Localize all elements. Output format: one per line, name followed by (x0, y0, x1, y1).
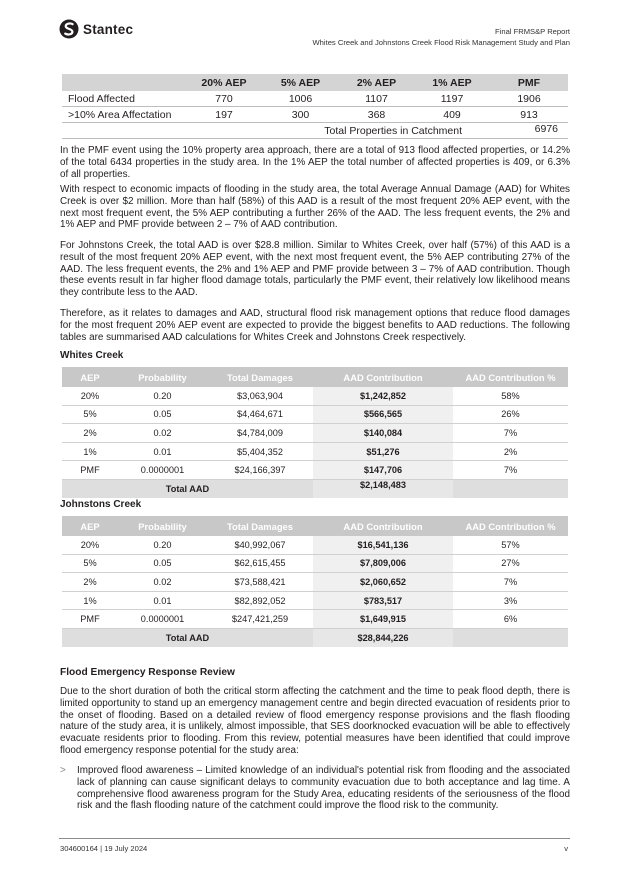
col-header-pmf: PMF (490, 74, 568, 91)
table-cell: 27% (453, 554, 568, 573)
stantec-logo (59, 19, 133, 39)
table-cell: $1,649,915 (313, 610, 453, 629)
table-header-row (62, 74, 568, 91)
footer-document-number: 304600164 | 19 July 2024 (60, 844, 148, 853)
table-cell: 913 (490, 107, 568, 123)
table-cell: 1197 (414, 91, 490, 107)
table-cell: 3% (453, 591, 568, 610)
table-row (62, 554, 568, 573)
report-title-line2: Whites Creek and Johnstons Creek Flood Risk Management Study and Plan (312, 37, 570, 47)
table-cell: 0.01 (118, 591, 207, 610)
table-cell: 0.0000001 (118, 610, 207, 629)
table-cell: 5% (62, 405, 118, 424)
table-cell: $3,063,904 (207, 387, 313, 405)
table-cell: PMF (62, 461, 118, 480)
paragraph-whites-aad: With respect to economic impacts of flooding in the study area, the total Average Annual Damage (AAD) for Whites Creek is over $2 million. More than half (58%) of this AAD is a result of the most frequent 20% AEP event, with the next most frequent event, the 5% AEP contributing a further 26% of the AAD. The less frequent events, the 2% and 1% AEP and PMF provide between 2 – 7% of AAD contribution. (60, 184, 570, 231)
row-label: Flood Affected (62, 91, 186, 107)
col-header-20aep: 20% AEP (186, 74, 262, 91)
paragraph-structural-options: Therefore, as it relates to damages and AAD, structural flood risk management options that reduce flood damages for the most frequent 20% AEP event are expected to provide the biggest benefits to AAD reductions. The following tables are summarised AAD calculations for Whites Creek and Johnstons Creek respectively. (60, 308, 570, 343)
table-cell: $24,166,397 (207, 461, 313, 480)
total-aad-label: Total AAD (62, 479, 313, 497)
footer-divider (59, 838, 570, 839)
table-cell: $783,517 (313, 591, 453, 610)
table-cell: 0.01 (118, 442, 207, 461)
total-aad-value: $28,844,226 (313, 628, 453, 646)
table-cell: $5,404,352 (207, 442, 313, 461)
table-cell: 409 (414, 107, 490, 123)
table-row (62, 591, 568, 610)
paragraph-johnstons-aad: For Johnstons Creek, the total AAD is over $28.8 million. Similar to Whites Creek, over half (57%) of this AAD is a result of the most frequent 20% AEP event, with the next most frequent event, the 5% AEP contributing 27% of the AAD. The less frequent events, the 2% and 1% AEP and PMF provide between 3 – 7% of AAD contribution. Though these events result in far higher flood damage totals, particularly the PMF event, their relatively low likelihood means they contribute less to the AAD. (60, 240, 570, 299)
col-header-1aep: 1% AEP (414, 74, 490, 91)
bullet-text: Improved flood awareness – Limited knowledge of an individual's potential risk from flooding and the associated lack of planning can cause significant delays to community evacuation due to both acceptance and lag time. A comprehensive flood awareness program for the Study Area, educating residents of the seriousness of the flood risk and the flash flooding nature of the catchment could improve the flood risk to the community. (77, 765, 570, 812)
col-header-total-damages: Total Damages (207, 367, 313, 387)
logo-text: Stantec (83, 21, 134, 37)
col-header-aad-contribution: AAD Contribution (313, 367, 453, 387)
table-cell: 1% (62, 591, 118, 610)
table-row (62, 461, 568, 480)
table-cell: 6% (453, 610, 568, 629)
section-heading-emergency: Flood Emergency Response Review (60, 667, 235, 678)
report-title (313, 27, 570, 48)
table-cell: $51,276 (313, 442, 453, 461)
table-cell: 1107 (339, 91, 414, 107)
table-row (62, 91, 568, 107)
total-aad-empty (453, 628, 568, 646)
bullet-chevron-icon: > (60, 765, 66, 776)
total-properties-row (62, 123, 568, 139)
table-cell: 5% (62, 554, 118, 573)
johnstons-creek-label: Johnstons Creek (60, 499, 142, 510)
whites-creek-label: Whites Creek (60, 350, 124, 361)
table-cell: 770 (186, 91, 262, 107)
table-cell: $73,588,421 (207, 573, 313, 592)
total-aad-row (62, 628, 568, 646)
table-cell: PMF (62, 610, 118, 629)
page-header (59, 18, 570, 58)
footer-page-number: v (564, 844, 568, 853)
table-cell: 0.02 (118, 573, 207, 592)
col-header-aep: AEP (62, 367, 118, 387)
col-header-aad-contribution-pct: AAD Contribution % (453, 516, 568, 536)
table-cell: $140,084 (313, 424, 453, 443)
table-cell: $247,421,259 (207, 610, 313, 629)
table-cell: 0.20 (118, 536, 207, 554)
table-cell: 20% (62, 536, 118, 554)
stantec-logo-icon (59, 19, 79, 39)
table-cell: 2% (62, 573, 118, 592)
col-header-total-damages: Total Damages (207, 516, 313, 536)
table-cell: 2% (62, 424, 118, 443)
paragraph-pmf-summary: In the PMF event using the 10% property area approach, there are a total of 913 flood affected properties, or 14.2% of the total 6434 properties in the study area. In the 1% AEP the total number of affected properties is 409, or 6.3% of all properties. (60, 145, 570, 180)
table-cell: 1% (62, 442, 118, 461)
table-cell: $4,784,009 (207, 424, 313, 443)
table-cell: 1006 (262, 91, 339, 107)
table-cell: 0.05 (118, 405, 207, 424)
table-cell: $40,992,067 (207, 536, 313, 554)
total-aad-label: Total AAD (62, 628, 313, 646)
table-cell: $1,242,852 (313, 387, 453, 405)
table-cell: 2% (453, 442, 568, 461)
table-cell: 20% (62, 387, 118, 405)
table-cell: 0.05 (118, 554, 207, 573)
whites-creek-aad-table (62, 367, 568, 498)
col-header-probability: Probability (118, 516, 207, 536)
table-cell: 7% (453, 461, 568, 480)
paragraph-emergency-review: Due to the short duration of both the critical storm affecting the catchment and the time to peak flood depth, there is limited opportunity to stand up an emergency management centre and begin directed evacuation of residents prior to the onset of flooding. Based on a detailed review of flood emergency response provisions and the flash flooding nature of the study area, it is unlikely, almost impossible, that SES doorknocked evacuation will be able to effectively evacuate residents prior to flooding. From this review, potential measures have been identified that could improve flood emergency response potential for the study area: (60, 686, 570, 756)
row-label: >10% Area Affectation (62, 107, 186, 123)
table-cell: $4,464,671 (207, 405, 313, 424)
total-aad-value: $2,148,483 (313, 479, 453, 497)
col-header-blank (62, 74, 186, 91)
table-cell: $566,565 (313, 405, 453, 424)
table-cell: $16,541,136 (313, 536, 453, 554)
total-aad-row (62, 479, 568, 497)
table-cell: 1906 (490, 91, 568, 107)
col-header-aad-contribution-pct: AAD Contribution % (453, 367, 568, 387)
report-title-line1: Final FRMS&P Report (495, 27, 570, 36)
bullet-item-flood-awareness (60, 765, 570, 812)
total-properties-label: Total Properties in Catchment (62, 123, 490, 139)
table-cell: 26% (453, 405, 568, 424)
col-header-probability: Probability (118, 367, 207, 387)
col-header-aad-contribution: AAD Contribution (313, 516, 453, 536)
table-cell: 0.20 (118, 387, 207, 405)
table-header-row (62, 516, 568, 536)
table-row (62, 442, 568, 461)
table-cell: 300 (262, 107, 339, 123)
col-header-2aep: 2% AEP (339, 74, 414, 91)
table-cell: $7,809,006 (313, 554, 453, 573)
table-cell: $62,615,455 (207, 554, 313, 573)
table-cell: $2,060,652 (313, 573, 453, 592)
table-cell: 0.02 (118, 424, 207, 443)
table-row (62, 610, 568, 629)
table-cell: 0.0000001 (118, 461, 207, 480)
table-cell: 197 (186, 107, 262, 123)
table-cell: 57% (453, 536, 568, 554)
total-properties-value: 6976 (490, 123, 568, 139)
table-cell: 7% (453, 573, 568, 592)
table-cell: $82,892,052 (207, 591, 313, 610)
table-cell: 368 (339, 107, 414, 123)
table-row (62, 573, 568, 592)
table-row (62, 424, 568, 443)
affected-properties-table (62, 74, 568, 139)
table-cell: 58% (453, 387, 568, 405)
johnstons-creek-aad-table (62, 516, 568, 647)
col-header-5aep: 5% AEP (262, 74, 339, 91)
table-header-row (62, 367, 568, 387)
table-row (62, 536, 568, 554)
table-cell: $147,706 (313, 461, 453, 480)
total-aad-empty (453, 479, 568, 497)
table-row (62, 405, 568, 424)
table-row (62, 107, 568, 123)
table-cell: 7% (453, 424, 568, 443)
col-header-aep: AEP (62, 516, 118, 536)
table-row (62, 387, 568, 405)
